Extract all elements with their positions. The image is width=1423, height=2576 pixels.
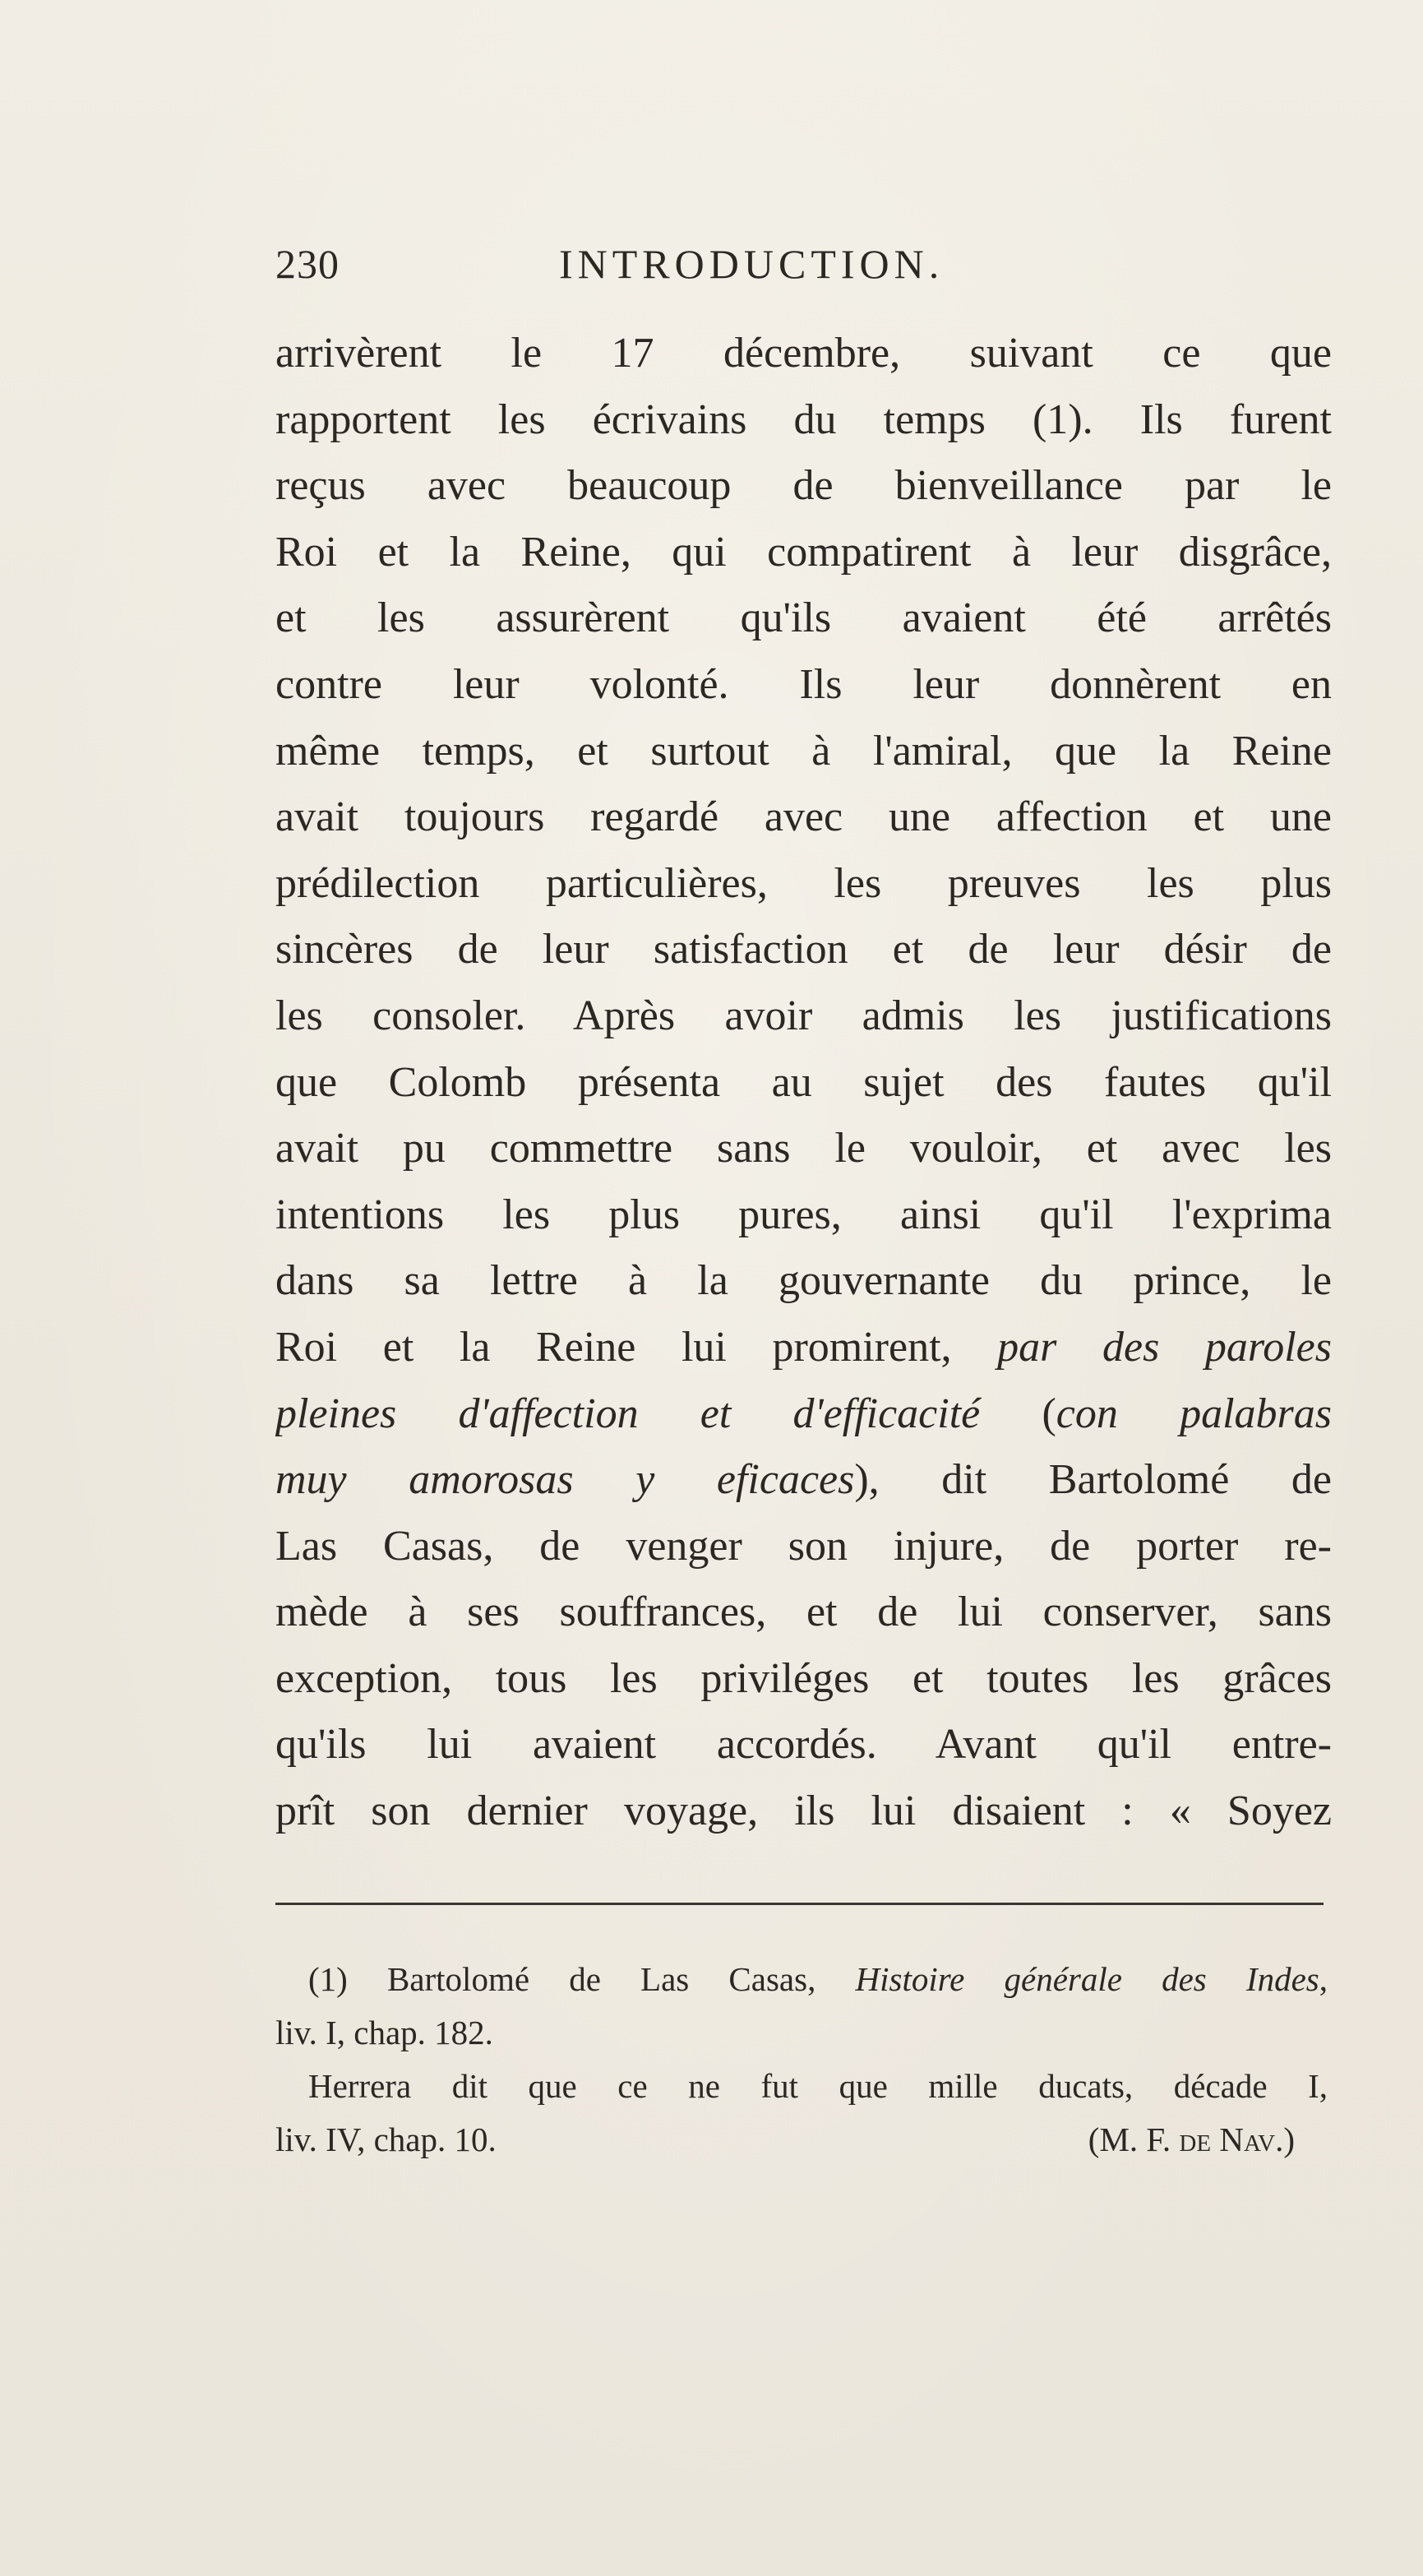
text-line	[275, 1381, 1332, 1448]
footnotes	[275, 1953, 1328, 2167]
footnote-rule	[275, 1903, 1324, 1905]
text-line: Roi et la Reine, qui compatirent à leur disgrâce,	[275, 528, 1332, 576]
text-line: prédilection particulières, les preuves les plus	[275, 859, 1332, 907]
footnote-line: Herrera dit que ce ne fut que mille ducats, décade I,	[308, 2067, 1328, 2105]
text-line: sincères de leur satisfaction et de leur désir de	[275, 926, 1332, 974]
text-line: même temps, et surtout à l'amiral, que la Reine	[275, 727, 1332, 775]
page-header	[275, 240, 1040, 298]
text-line: dans sa lettre à la gouvernante du prince, le	[275, 1257, 1332, 1305]
text-line: que Colomb présenta au sujet des fautes qu'il	[275, 1058, 1332, 1106]
page-number: 230	[275, 241, 340, 287]
text-line	[275, 1447, 1332, 1514]
text-line: Las Casas, de venger son injure, de porter re-	[275, 1522, 1332, 1570]
text-roman: ), dit Bartolomé de	[854, 1456, 1332, 1504]
text-line: reçus avec beaucoup de bienveillance par le	[275, 462, 1332, 510]
text-line: arrivèrent le 17 décembre, suivant ce que	[275, 330, 1332, 377]
running-title: INTRODUCTION.	[559, 241, 945, 287]
text-line	[275, 1315, 1332, 1381]
text-line: exception, tous les priviléges et toutes les grâces	[275, 1654, 1332, 1702]
footnote-marker: (1)	[308, 1960, 348, 1998]
footnote-attribution: (M. F. de Nav.)	[1088, 2120, 1295, 2158]
text-line: les consoler. Après avoir admis les justifications	[275, 992, 1332, 1039]
text-line: contre leur volonté. Ils leur donnèrent en	[275, 660, 1332, 708]
body-text	[275, 321, 1332, 1845]
text-line: avait pu commettre sans le vouloir, et avec les	[275, 1125, 1332, 1172]
footnote-line: liv. I, chap. 182.	[275, 2014, 493, 2051]
footnote-text: liv. IV, chap. 10.	[275, 2120, 497, 2158]
text-line: avait toujours regardé avec une affection et une	[275, 793, 1332, 841]
text-line: qu'ils lui avaient accordés. Avant qu'il entre-	[275, 1721, 1332, 1769]
text-line: et les assurèrent qu'ils avaient été arrêtés	[275, 594, 1332, 642]
text-line: mède à ses souffrances, et de lui conserver, sans	[275, 1589, 1332, 1636]
footnote-line	[275, 1953, 1328, 2006]
footnote-text: Bartolomé de Las Casas,	[347, 1960, 856, 1998]
text-italic: con palabras	[1056, 1390, 1332, 1437]
text-italic: pleines d'affection et d'efficacité	[275, 1390, 981, 1437]
footnote-line	[275, 2113, 1328, 2167]
text-line: intentions les plus pures, ainsi qu'il l'exprima	[275, 1191, 1332, 1238]
text-line: prît son dernier voyage, ils lui disaient : « Soyez	[275, 1787, 1332, 1835]
text-roman: Roi et la Reine lui promirent,	[275, 1323, 998, 1371]
footnote-text: ,	[1319, 1960, 1328, 1998]
text-line: rapportent les écrivains du temps (1). Ils furent	[275, 395, 1332, 443]
text-italic: muy amorosas y eficaces	[275, 1456, 855, 1504]
text-roman: (	[980, 1390, 1056, 1437]
text-italic: par des paroles	[997, 1323, 1332, 1371]
footnote-work-title: Histoire générale des Indes	[855, 1960, 1319, 1998]
